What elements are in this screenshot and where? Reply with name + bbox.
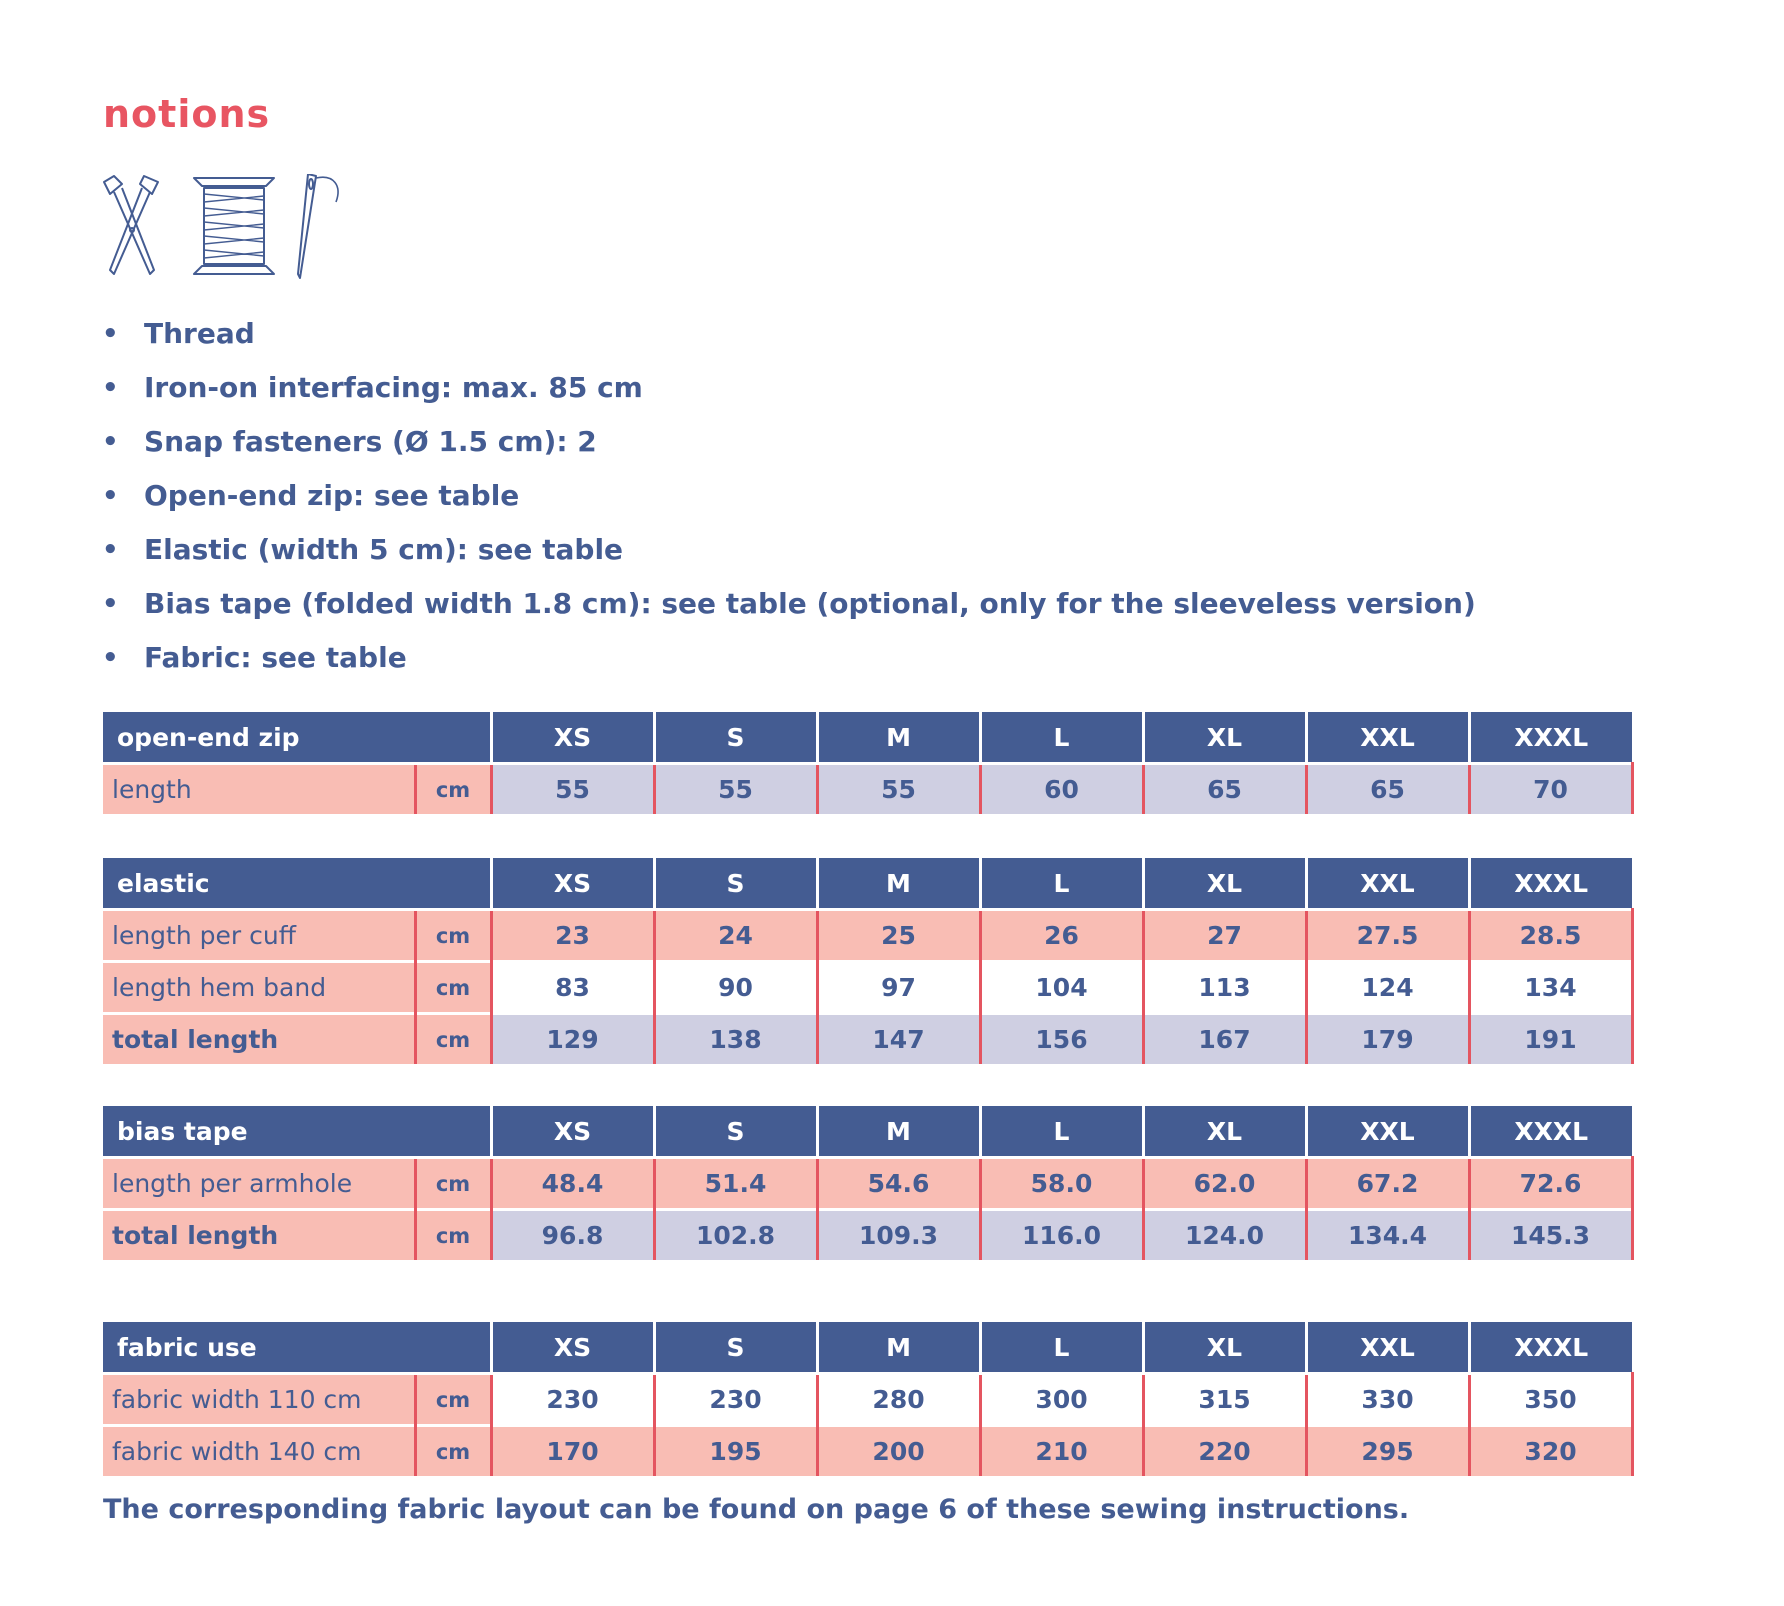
table-cell: 113 xyxy=(1143,962,1306,1014)
size-header: L xyxy=(980,858,1143,910)
row-label: length xyxy=(103,764,415,815)
row-unit: cm xyxy=(415,764,491,815)
table-cell: 90 xyxy=(654,962,817,1014)
table-cell: 65 xyxy=(1143,764,1306,815)
table-header-row xyxy=(103,858,1632,910)
size-header: XL xyxy=(1143,1106,1306,1158)
table-row xyxy=(103,1158,1632,1210)
row-label: length per cuff xyxy=(103,910,415,962)
notion-item: • Snap fasteners (Ø 1.5 cm): 2 xyxy=(102,420,1476,474)
table-row xyxy=(103,962,1632,1014)
size-header: XXXL xyxy=(1469,712,1632,764)
table-cell: 102.8 xyxy=(654,1210,817,1261)
table-cell: 67.2 xyxy=(1306,1158,1469,1210)
notion-item: • Iron-on interfacing: max. 85 cm xyxy=(102,366,1476,420)
notion-item: • Thread xyxy=(102,312,1476,366)
table-cell: 295 xyxy=(1306,1426,1469,1477)
table-cell: 230 xyxy=(654,1374,817,1426)
size-header: XS xyxy=(491,1106,654,1158)
table-cell: 134.4 xyxy=(1306,1210,1469,1261)
table-row xyxy=(103,1210,1632,1261)
table-title: fabric use xyxy=(103,1322,491,1374)
table-cell: 48.4 xyxy=(491,1158,654,1210)
row-unit: cm xyxy=(415,1374,491,1426)
table-header-row xyxy=(103,1106,1632,1158)
table-cell: 51.4 xyxy=(654,1158,817,1210)
row-label: fabric width 140 cm xyxy=(103,1426,415,1477)
row-unit: cm xyxy=(415,1158,491,1210)
table-cell: 210 xyxy=(980,1426,1143,1477)
notion-item: • Fabric: see table xyxy=(102,636,1476,690)
table-cell: 191 xyxy=(1469,1014,1632,1065)
size-header: XXXL xyxy=(1469,1106,1632,1158)
row-label: fabric width 110 cm xyxy=(103,1374,415,1426)
row-unit: cm xyxy=(415,910,491,962)
table-cell: 230 xyxy=(491,1374,654,1426)
size-header: XXL xyxy=(1306,1106,1469,1158)
table-cell: 23 xyxy=(491,910,654,962)
table-cell: 167 xyxy=(1143,1014,1306,1065)
table-cell: 27.5 xyxy=(1306,910,1469,962)
table-cell: 27 xyxy=(1143,910,1306,962)
notion-item: • Bias tape (folded width 1.8 cm): see table (optional, only for the sleeveless version) xyxy=(102,582,1476,636)
size-header: L xyxy=(980,1322,1143,1374)
row-unit: cm xyxy=(415,1426,491,1477)
table-cell: 83 xyxy=(491,962,654,1014)
table-cell: 124.0 xyxy=(1143,1210,1306,1261)
table-cell: 280 xyxy=(817,1374,980,1426)
table-cell: 70 xyxy=(1469,764,1632,815)
row-label: length hem band xyxy=(103,962,415,1014)
notions-heading: notions xyxy=(103,92,271,136)
table-row xyxy=(103,1426,1632,1477)
table-row xyxy=(103,1014,1632,1065)
size-header: M xyxy=(817,712,980,764)
table-cell: 330 xyxy=(1306,1374,1469,1426)
table-cell: 116.0 xyxy=(980,1210,1143,1261)
size-header: XXL xyxy=(1306,858,1469,910)
row-unit: cm xyxy=(415,962,491,1014)
row-unit: cm xyxy=(415,1210,491,1261)
row-label: total length xyxy=(103,1014,415,1065)
fabric-layout-footnote: The corresponding fabric layout can be found on page 6 of these sewing instructions. xyxy=(103,1494,1410,1525)
zip-table xyxy=(103,712,1634,814)
thread-spool-icon xyxy=(194,178,274,274)
table-cell: 58.0 xyxy=(980,1158,1143,1210)
table-cell: 350 xyxy=(1469,1374,1632,1426)
table-header-row xyxy=(103,712,1632,764)
size-header: XXL xyxy=(1306,712,1469,764)
table-cell: 55 xyxy=(491,764,654,815)
table-cell: 104 xyxy=(980,962,1143,1014)
size-header: L xyxy=(980,1106,1143,1158)
elastic-table xyxy=(103,858,1634,1064)
table-cell: 55 xyxy=(654,764,817,815)
table-cell: 96.8 xyxy=(491,1210,654,1261)
size-header: XS xyxy=(491,858,654,910)
size-header: XL xyxy=(1143,712,1306,764)
size-header: XL xyxy=(1143,858,1306,910)
table-cell: 138 xyxy=(654,1014,817,1065)
size-header: L xyxy=(980,712,1143,764)
size-header: M xyxy=(817,1322,980,1374)
table-cell: 129 xyxy=(491,1014,654,1065)
size-header: XXXL xyxy=(1469,858,1632,910)
table-cell: 109.3 xyxy=(817,1210,980,1261)
size-header: S xyxy=(654,1106,817,1158)
table-cell: 65 xyxy=(1306,764,1469,815)
table-cell: 28.5 xyxy=(1469,910,1632,962)
table-title: elastic xyxy=(103,858,491,910)
table-cell: 179 xyxy=(1306,1014,1469,1065)
fabric-use-table xyxy=(103,1322,1634,1476)
notion-item: • Elastic (width 5 cm): see table xyxy=(102,528,1476,582)
size-header: XL xyxy=(1143,1322,1306,1374)
row-unit: cm xyxy=(415,1014,491,1065)
table-cell: 24 xyxy=(654,910,817,962)
table-cell: 320 xyxy=(1469,1426,1632,1477)
table-cell: 124 xyxy=(1306,962,1469,1014)
table-cell: 156 xyxy=(980,1014,1143,1065)
table-cell: 134 xyxy=(1469,962,1632,1014)
table-cell: 55 xyxy=(817,764,980,815)
table-row xyxy=(103,764,1632,815)
table-cell: 60 xyxy=(980,764,1143,815)
table-cell: 315 xyxy=(1143,1374,1306,1426)
notion-item: • Open-end zip: see table xyxy=(102,474,1476,528)
size-header: S xyxy=(654,712,817,764)
table-cell: 195 xyxy=(654,1426,817,1477)
table-cell: 220 xyxy=(1143,1426,1306,1477)
table-cell: 145.3 xyxy=(1469,1210,1632,1261)
table-cell: 62.0 xyxy=(1143,1158,1306,1210)
notion-icons xyxy=(102,174,362,284)
row-label: total length xyxy=(103,1210,415,1261)
table-cell: 26 xyxy=(980,910,1143,962)
scissors-icon xyxy=(104,176,158,274)
notions-list xyxy=(102,312,1476,690)
size-header: S xyxy=(654,858,817,910)
table-cell: 170 xyxy=(491,1426,654,1477)
size-header: XXXL xyxy=(1469,1322,1632,1374)
size-header: S xyxy=(654,1322,817,1374)
table-cell: 54.6 xyxy=(817,1158,980,1210)
size-header: XS xyxy=(491,712,654,764)
table-title: open-end zip xyxy=(103,712,491,764)
table-header-row xyxy=(103,1322,1632,1374)
row-label: length per armhole xyxy=(103,1158,415,1210)
table-cell: 300 xyxy=(980,1374,1143,1426)
table-cell: 147 xyxy=(817,1014,980,1065)
size-header: M xyxy=(817,1106,980,1158)
size-header: XXL xyxy=(1306,1322,1469,1374)
size-header: XS xyxy=(491,1322,654,1374)
table-cell: 200 xyxy=(817,1426,980,1477)
table-row xyxy=(103,1374,1632,1426)
table-row xyxy=(103,910,1632,962)
table-cell: 72.6 xyxy=(1469,1158,1632,1210)
bias-tape-table xyxy=(103,1106,1634,1260)
needle-icon xyxy=(298,174,338,278)
table-cell: 25 xyxy=(817,910,980,962)
size-header: M xyxy=(817,858,980,910)
table-cell: 97 xyxy=(817,962,980,1014)
table-title: bias tape xyxy=(103,1106,491,1158)
